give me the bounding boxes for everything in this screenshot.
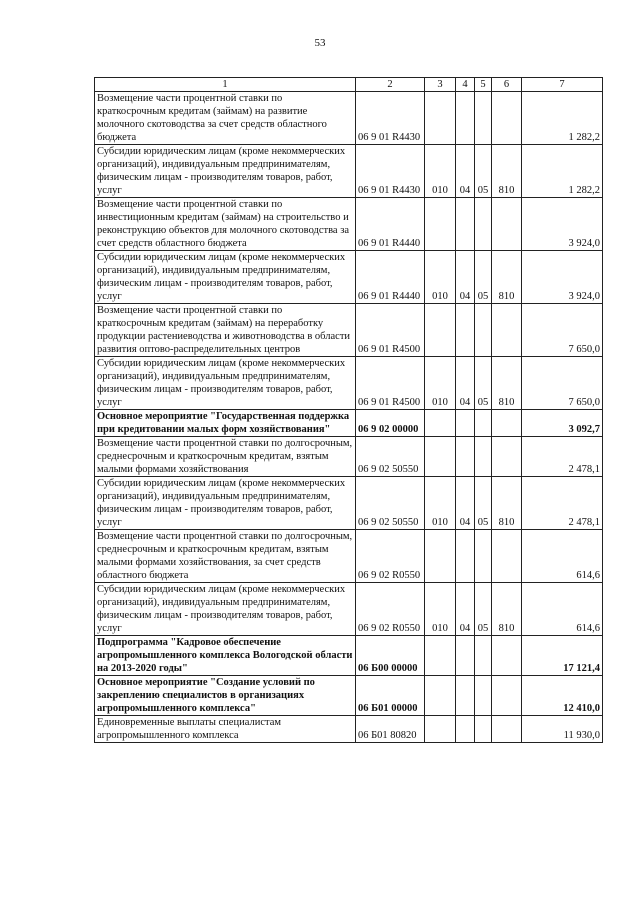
row-col5 <box>475 437 492 477</box>
row-col6 <box>492 410 522 437</box>
row-code: 06 9 01 R4440 <box>356 251 425 304</box>
row-col4: 04 <box>456 583 475 636</box>
row-code: 06 9 02 00000 <box>356 410 425 437</box>
header-cell: 4 <box>456 78 475 92</box>
row-col4: 04 <box>456 357 475 410</box>
row-description: Субсидии юридическим лицам (кроме некоммерческих организаций), индивидуальным предпринимателям, физическим лицам - производителям товаров, работ, услуг <box>95 583 356 636</box>
row-code: 06 9 02 R0550 <box>356 530 425 583</box>
row-col3: 010 <box>425 477 456 530</box>
row-col3 <box>425 636 456 676</box>
header-cell: 1 <box>95 78 356 92</box>
row-col6 <box>492 676 522 716</box>
row-col6: 810 <box>492 357 522 410</box>
row-col4: 04 <box>456 251 475 304</box>
row-code: 06 9 02 50550 <box>356 437 425 477</box>
row-description: Возмещение части процентной ставки по инвестиционным кредитам (займам) на строительство и реконструкцию объектов для молочного скотоводства за счет средств областного бюджета <box>95 198 356 251</box>
row-description: Субсидии юридическим лицам (кроме некоммерческих организаций), индивидуальным предпринимателям, физическим лицам - производителям товаров, работ, услуг <box>95 145 356 198</box>
row-code: 06 9 01 R4500 <box>356 357 425 410</box>
row-description: Возмещение части процентной ставки по краткосрочным кредитам (займам) на переработку продукции растениеводства и животноводства в области развития оптово-распределительных центров <box>95 304 356 357</box>
row-col3 <box>425 676 456 716</box>
row-col4 <box>456 437 475 477</box>
row-description: Субсидии юридическим лицам (кроме некоммерческих организаций), индивидуальным предпринимателям, физическим лицам - производителям товаров, работ, услуг <box>95 357 356 410</box>
row-description: Субсидии юридическим лицам (кроме некоммерческих организаций), индивидуальным предпринимателям, физическим лицам - производителям товаров, работ, услуг <box>95 251 356 304</box>
row-description: Субсидии юридическим лицам (кроме некоммерческих организаций), индивидуальным предпринимателям, физическим лицам - производителям товаров, работ, услуг <box>95 477 356 530</box>
row-description: Единовременные выплаты специалистам агропромышленного комплекса <box>95 716 356 743</box>
row-col5: 05 <box>475 251 492 304</box>
header-cell: 3 <box>425 78 456 92</box>
row-amount: 1 282,2 <box>522 92 603 145</box>
row-amount: 7 650,0 <box>522 357 603 410</box>
row-description: Возмещение части процентной ставки по долгосрочным, среднесрочным и краткосрочным кредитам, взятым малыми формами хозяйствования <box>95 437 356 477</box>
row-col6: 810 <box>492 251 522 304</box>
header-row <box>95 78 603 92</box>
row-code: 06 9 02 R0550 <box>356 583 425 636</box>
row-description: Подпрограмма "Кадровое обеспечение агропромышленного комплекса Вологодской области на 2013-2020 годы" <box>95 636 356 676</box>
budget-table <box>94 77 603 743</box>
row-col3 <box>425 304 456 357</box>
row-col6 <box>492 198 522 251</box>
page-number: 53 <box>314 37 326 49</box>
row-code: 06 9 01 R4440 <box>356 198 425 251</box>
row-description: Возмещение части процентной ставки по краткосрочным кредитам (займам) на развитие молочного скотоводства за счет средств областного бюджета <box>95 92 356 145</box>
row-amount: 3 924,0 <box>522 251 603 304</box>
row-col6: 810 <box>492 477 522 530</box>
row-col5 <box>475 676 492 716</box>
row-code: 06 9 01 R4430 <box>356 92 425 145</box>
row-description: Возмещение части процентной ставки по долгосрочным, среднесрочным и краткосрочным кредитам, взятым малыми формами хозяйствования, за счет средств областного бюджета <box>95 530 356 583</box>
table-row <box>95 477 603 530</box>
table-row <box>95 92 603 145</box>
table-row <box>95 198 603 251</box>
table-row <box>95 716 603 743</box>
row-col6 <box>492 530 522 583</box>
row-col5: 05 <box>475 145 492 198</box>
row-amount: 7 650,0 <box>522 304 603 357</box>
row-col3: 010 <box>425 583 456 636</box>
row-col4 <box>456 92 475 145</box>
row-amount: 614,6 <box>522 583 603 636</box>
row-col3: 010 <box>425 145 456 198</box>
table-row <box>95 251 603 304</box>
row-amount: 3 092,7 <box>522 410 603 437</box>
table-row <box>95 410 603 437</box>
row-amount: 12 410,0 <box>522 676 603 716</box>
row-amount: 1 282,2 <box>522 145 603 198</box>
table-row <box>95 636 603 676</box>
row-col3 <box>425 530 456 583</box>
row-col3 <box>425 716 456 743</box>
row-col6: 810 <box>492 145 522 198</box>
row-amount: 17 121,4 <box>522 636 603 676</box>
row-col5 <box>475 198 492 251</box>
header-cell: 5 <box>475 78 492 92</box>
table-row <box>95 145 603 198</box>
row-col5: 05 <box>475 357 492 410</box>
row-col4 <box>456 198 475 251</box>
table-row <box>95 530 603 583</box>
row-col3 <box>425 410 456 437</box>
row-col3 <box>425 92 456 145</box>
row-col4 <box>456 636 475 676</box>
table-row <box>95 304 603 357</box>
row-col5 <box>475 716 492 743</box>
row-col4: 04 <box>456 477 475 530</box>
row-col4 <box>456 530 475 583</box>
row-code: 06 9 01 R4500 <box>356 304 425 357</box>
row-col5 <box>475 636 492 676</box>
row-col3: 010 <box>425 357 456 410</box>
row-amount: 3 924,0 <box>522 198 603 251</box>
row-col6: 810 <box>492 583 522 636</box>
row-code: 06 Б00 00000 <box>356 636 425 676</box>
row-col6 <box>492 304 522 357</box>
header-cell: 6 <box>492 78 522 92</box>
row-description: Основное мероприятие "Государственная поддержка при кредитовании малых форм хозяйствования" <box>95 410 356 437</box>
row-amount: 2 478,1 <box>522 437 603 477</box>
row-col6 <box>492 636 522 676</box>
row-col6 <box>492 716 522 743</box>
header-cell: 2 <box>356 78 425 92</box>
row-col3 <box>425 198 456 251</box>
row-col4 <box>456 304 475 357</box>
row-code: 06 9 01 R4430 <box>356 145 425 198</box>
row-col4 <box>456 410 475 437</box>
row-col5 <box>475 304 492 357</box>
table-row <box>95 357 603 410</box>
row-col6 <box>492 92 522 145</box>
row-amount: 2 478,1 <box>522 477 603 530</box>
row-code: 06 Б01 80820 <box>356 716 425 743</box>
row-col5 <box>475 92 492 145</box>
row-col5 <box>475 530 492 583</box>
row-description: Основное мероприятие "Создание условий по закреплению специалистов в организациях агропромышленного комплекса" <box>95 676 356 716</box>
row-col5 <box>475 410 492 437</box>
table-row <box>95 437 603 477</box>
row-col4: 04 <box>456 145 475 198</box>
row-amount: 614,6 <box>522 530 603 583</box>
row-col4 <box>456 676 475 716</box>
header-cell: 7 <box>522 78 603 92</box>
table-row <box>95 676 603 716</box>
row-col3 <box>425 437 456 477</box>
table-row <box>95 583 603 636</box>
row-col3: 010 <box>425 251 456 304</box>
row-code: 06 Б01 00000 <box>356 676 425 716</box>
row-col5: 05 <box>475 583 492 636</box>
row-col6 <box>492 437 522 477</box>
row-col4 <box>456 716 475 743</box>
row-amount: 11 930,0 <box>522 716 603 743</box>
row-code: 06 9 02 50550 <box>356 477 425 530</box>
row-col5: 05 <box>475 477 492 530</box>
